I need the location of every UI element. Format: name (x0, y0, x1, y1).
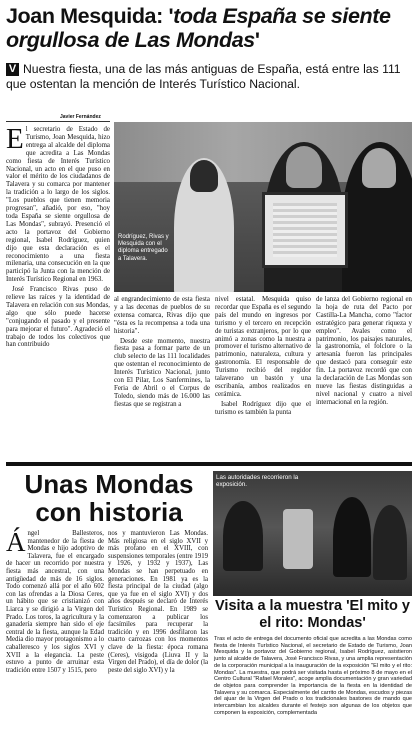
exhibition-text: Tras el acto de entrega del documento oficial que acredita a las Mondas como fiesta de Interés Turístico Nacional, el secretario de Estado de Turismo, Joan Mesquida y la portavoz del Gobierno regional, Isabel Rodríguez, asistieron junto al alcalde de Talavera, José Francisco Rivas, y una amplia representación de la corporación municipal a la inauguración de la exposición "El mito y el rito: Mondas". La muestra, que podrá ser visitada hasta el próximo 8 de mayo en el Centro Cultural "Rafael Morales", acoge amplia documentación y gran variedad de objetos para comprender la importancia de la fiesta en la identidad de Talavera y su comarca. Especialmente del carrito de Mondas, escudos y piezas del ajuar de la Virgen del Prado o los tradicionales bastones de mando que intercambian los alcaldes durante el festejo son algunas de los objetos que componen la exposición, complementada (214, 636, 412, 716)
headline (6, 4, 412, 52)
exhibition-caption: Las autoridades recorrieron la exposición. (216, 474, 299, 489)
face (362, 148, 396, 188)
subhead (6, 62, 412, 92)
article-column-1 (6, 123, 110, 351)
diploma-frame (262, 192, 348, 268)
person-hair (190, 160, 218, 192)
headline-plain: Joan Mesquida: ' (6, 4, 174, 28)
headline-end: ' (254, 28, 260, 52)
person-visitor (373, 505, 407, 580)
v-mark: V (6, 63, 19, 76)
article-paragraph: Isabel Rodríguez dijo que el turismo es también la punta (215, 400, 311, 416)
article-paragraph: Desde este momento, nuestra fiesta pasa a formar parte de un club selecto de las 111 localidades que ostentan el reconocimiento de Interés Turístico Nacional, junto con El Pilar, Los Sanfermines, la Feria de Abril o el Corpus de Toledo, siendo más de 16.000 las fiestas que se registran a (114, 337, 210, 408)
article-paragraph: El secretario de Estado de Turismo, Joan Mesquida, hizo entrega al alcalde del diploma que acredita a Las Mondas como fiesta de Interés Turístico Nacional, un acto en el que puso en valor el mérito de los ciudadanos de Talavera y su comarca por mantener la tradición a lo largo de los siglos. "Los pueblos que tienen memoria progresan", añadió, por eso, "hoy toda España se siente orgullosa de Las Mondas", subrayó. Presenció el acto la portavoz del Gobierno regional, Isabel Rodríguez, quien dijo que esta declaración es el reconocimiento a una fiesta milenaria, una consecución en la que participó la Junta con la mención de Interés Turístico Regional en 1963. (6, 123, 110, 284)
article-column-4 (316, 296, 412, 409)
history-title: Unas Mondas con historia (24, 469, 194, 527)
photo-caption: Rodríguez, Rivas y Mesquida con el diploma entregado a Talavera. (118, 234, 169, 262)
article-paragraph: al engrandecimiento de esta fiesta y a las decenas de pueblos de su extensa comarca, Rivas dijo que "ésta es la recompensa a toda una historia". (114, 296, 210, 335)
history-column-2 (108, 530, 208, 676)
article-paragraph: de lanza del Gobierno regional en la hoja de ruta del Pacto por Castilla-La Mancha, como "factor estratégico para generar riqueza y empleo". Avales como el patrimonio, los paisajes naturales, la gastronomía, el folclore o la artesanía fueron las principales que destacó para conseguir este fin. La portavoz recordó que con la declaración de Las Mondas son nueve las fiestas distinguidas a nivel nacional y cuatro a nivel internacional en la región. (316, 296, 412, 406)
history-paragraph: Ángel Ballesteros, mantenedor de la fiesta de Mondas e hijo adoptivo de Talavera, fue el encargado de hacer un recorrido por nuestra fiesta más ancestral, con una antigüedad de más de 16 siglos. Todo comenzó allá por el año 602 con las ofrendas a la Diosa Ceres, un hábito que se cristianizó con Liarca y se dirigió a la Virgen del Prado. Los toros, la agricultura y la ganadería siempre han sido el eje central de la fiesta, aunque la Edad Media dio mayor protagonismo a lo caballeresco y los siglos XVI y XVII a la elegancia. La peste estuvo a punto de arruinar esta tradición entre 1507 y 1515, pero (6, 527, 104, 674)
history-paragraph: nos y mantuvieron Las Mondas. Más religiosa en el siglo XVII y más profano en el XVIII, con suspensiones temporales (entre 1919 y 1926, y 1932 y 1937), Las Mondas se han perpetuado en generaciones. En 1981 ya es la fiesta principal de la ciudad (algo que ya fue en el siglo XVI) y dos años después se declaró de Interés Turístico Regional. En 1989 se comenzaron a publicar los facsímiles para recuperar la tradición y en 1996 desfilaron las cuarto carrozas con los momentos clave de la fiesta: época romana (Ceres), visigoda (Liuva II y la Virgen del Prado), el día de dolor (la peste del siglo XVI) y la (108, 530, 208, 674)
award-photo (114, 122, 412, 292)
person-visitor (223, 501, 263, 571)
history-column-1 (6, 527, 104, 676)
display-case (283, 509, 313, 569)
exhibition-title: Visita a la muestra 'El mito y el rito: Mondas' (215, 598, 410, 631)
article-paragraph: José Francisco Rivas puso de relieve las raíces y la identidad de Talavera en relación con sus Mondas, algo que sólo puede hacerse "conjugando el pasado y el presente para mejorar el futuro". Agradeció el trabajo de todos los colectivos que han contribuido (6, 286, 110, 349)
article-paragraph: nivel estatal. Mesquida quiso recordar que España es el segundo país del mundo en ingresos por turismo y el tercero en recepción de turistas extranjeros, por lo que animó a zonas como la nuestra a promover el turismo alternativo de patrimonio, naturaleza, cultura y gastronomía. El responsable de Turismo recibió del regidor talaverano un bastón y una escribanía, ambos realizados en cerámica. (215, 296, 311, 398)
byline-rule (6, 121, 110, 122)
exhibition-photo (213, 471, 412, 596)
byline: Javier Fernández (60, 114, 101, 120)
article-column-3 (215, 296, 311, 419)
section-divider (6, 462, 412, 466)
article-column-2 (114, 296, 210, 411)
headline-italic: toda España se siente orgullosa de Las Mondas (6, 4, 391, 52)
subhead-text: Nuestra fiesta, una de las más antiguas de España, está entre las 111 que ostentan la mención de Interés Turístico Nacional. (6, 62, 401, 91)
person-visitor (333, 497, 371, 577)
face (286, 146, 322, 188)
